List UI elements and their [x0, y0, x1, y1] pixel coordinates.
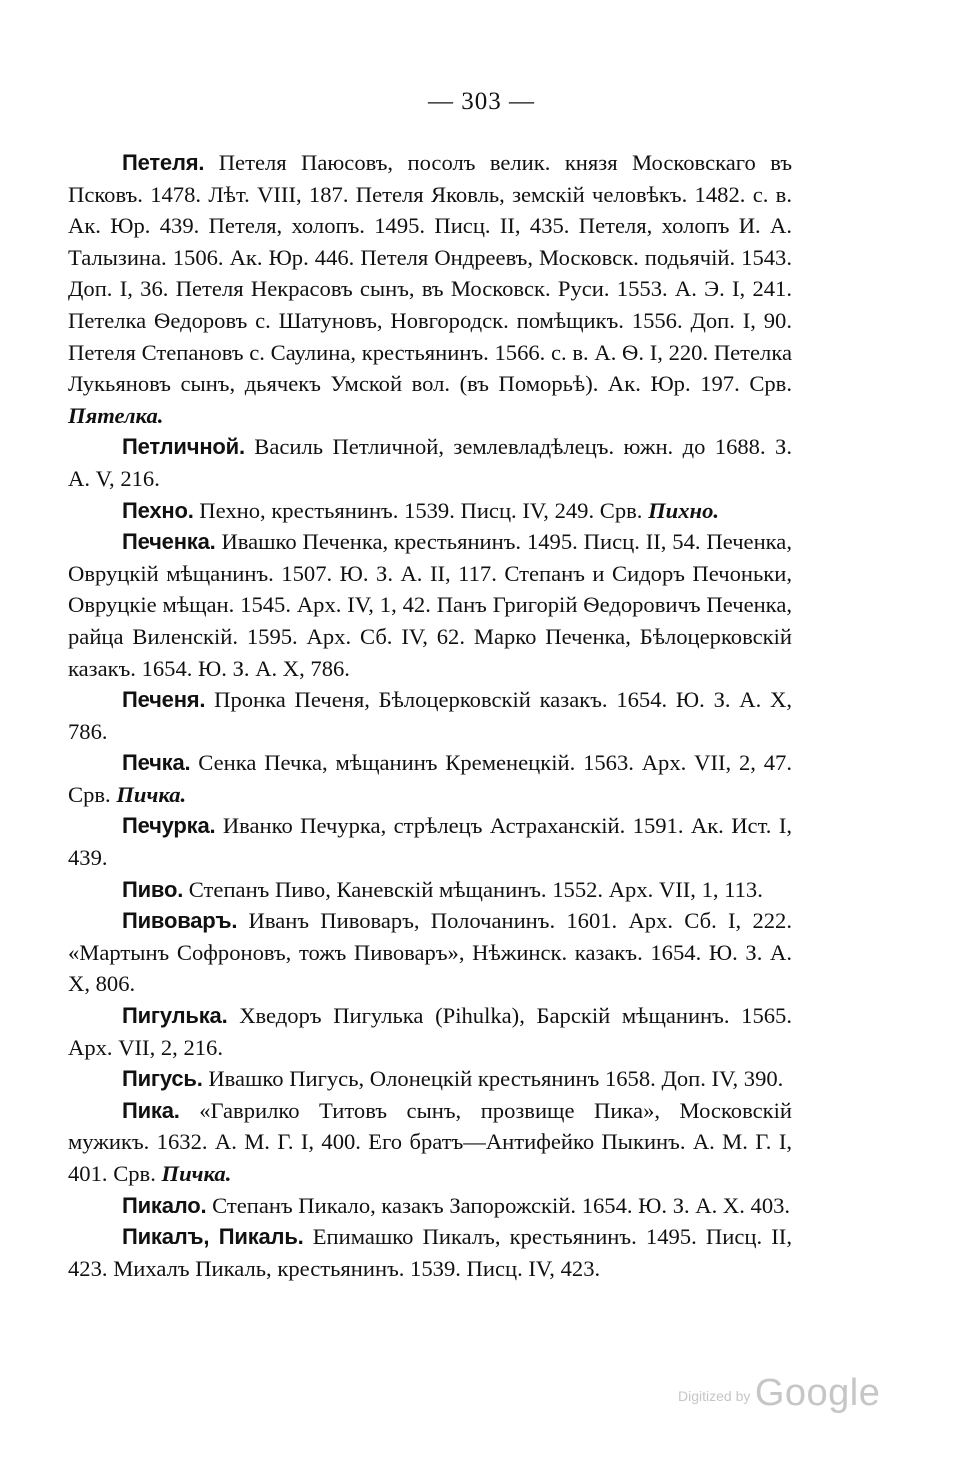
entry-text: Иванко Печурка, стрѣлецъ Астраханскій. 1591. Ак. Ист. I, 439.	[68, 813, 792, 871]
entry-text: «Гаврилко Титовъ сынъ, прозвище Пика», Московскій мужикъ. 1632. А. М. Г. I, 400. Его братъ—Антифейко Пыкинъ. А. М. Г. I, 401. Срв.	[68, 1097, 792, 1186]
entry-pekhno	[68, 495, 792, 527]
headword: Пикало.	[122, 1192, 207, 1218]
entry-pigulka	[68, 1000, 792, 1063]
entry-text: Василь Петличной, землевладѣлецъ. южн. до 1688. З. А. V, 216.	[68, 434, 792, 491]
entry-text: Ивашко Печенка, крестьянинъ. 1495. Писц. II, 54. Печенка, Овруцкій мѣщанинъ. 1507. Ю. З. А. II, 117. Степанъ и Сидоръ Печоньки, Овруцкіе мѣщан. 1545. Арх. IV, 1, 42. Панъ Григорій Ѳедоровичъ Печенка, райца Виленскій. 1595. Арх. Сб. IV, 62. Марко Печенка, Бѣлоцерковскій казакъ. 1654. Ю. З. А. X, 786.	[68, 529, 792, 681]
headword: Печеня.	[122, 687, 206, 713]
entry-pechenka	[68, 526, 792, 684]
entry-pechurka	[68, 810, 792, 873]
google-logo: Google	[754, 1372, 881, 1414]
entry-text: Сенка Печка, мѣщанинъ Кременецкій. 1563. Арх. VII, 2, 47. Срв.	[68, 750, 792, 807]
entry-text: Петеля Паюсовъ, посолъ велик. князя Московскаго въ Псковъ. 1478. Лѣт. VIII, 187. Петеля Яковль, земскій человѣкъ. 1482. с. в. Ак. Юр. 439. Петеля, холопъ. 1495. Писц. II, 435. Петеля, холопъ И. А. Талызина. 1506. Ак. Юр. 446. Петеля Ондреевъ, Московск. подьячій. 1543. Доп. I, 36. Петеля Некрасовъ сынъ, въ Московск. Руси. 1553. А. Э. I, 241. Петелка Ѳедоровъ с. Шатуновъ, Новгородск. помѣщикъ. 1556. Доп. I, 90. Петеля Степановъ с. Саулина, крестьянинъ. 1566. с. в. А. Ѳ. I, 220. Петелка Лукьяновъ сынъ, дьячекъ Умской вол. (въ Поморьѣ). Ак. Юр. 197. Срв.	[68, 150, 792, 397]
headword: Пикалъ, Пикаль.	[122, 1224, 304, 1250]
entry-pivo	[68, 874, 792, 906]
cross-reference: Пихно.	[648, 497, 720, 523]
entry-pechka	[68, 747, 792, 810]
entry-text: Степанъ Пикало, казакъ Запорожскій. 1654. Ю. З. А. X. 403.	[206, 1192, 791, 1218]
headword: Пехно.	[122, 497, 194, 523]
entry-text: Хведоръ Пигулька (Pihulka), Барскій мѣщанинъ. 1565. Арх. VII, 2, 216.	[68, 1003, 792, 1060]
cross-reference: Пичка.	[161, 1161, 232, 1186]
entry-pikal	[68, 1221, 792, 1284]
headword: Пивоваръ.	[122, 908, 238, 934]
headword: Пигулька.	[122, 1003, 228, 1029]
headword: Печка.	[122, 750, 191, 776]
page-number: — 303 —	[428, 88, 535, 115]
entry-text: Ивашко Пигусь, Олонецкій крестьянинъ 1658. Доп. IV, 390.	[202, 1066, 784, 1092]
cross-reference: Пятелка.	[68, 402, 164, 428]
entry-pivovar	[68, 905, 792, 1000]
headword: Пигусь.	[122, 1066, 203, 1092]
headword: Петеля.	[122, 150, 205, 175]
entry-petelya	[68, 147, 792, 431]
entry-text: Иванъ Пивоваръ, Полочанинъ. 1601. Арх. Сб. I, 222. «Мартынъ Софроновъ, тожъ Пивоваръ», Нѣжинск. казакъ. 1654. Ю. З. А. X, 806.	[68, 908, 792, 997]
digitized-by-google-watermark	[678, 1372, 880, 1415]
cross-reference: Пичка.	[116, 781, 187, 807]
entry-pikalo	[68, 1190, 792, 1222]
entry-pigus	[68, 1063, 792, 1095]
entry-text: Пехно, крестьянинъ. 1539. Писц. IV, 249. Срв.	[193, 497, 649, 523]
entry-text: Пронка Печеня, Бѣлоцерковскій казакъ. 1654. Ю. З. А. X, 786.	[68, 687, 792, 744]
headword: Пиво.	[122, 876, 184, 902]
entry-text: Степанъ Пиво, Каневскій мѣщанинъ. 1552. Арх. VII, 1, 113.	[183, 876, 763, 902]
entry-pechenya	[68, 684, 792, 747]
entry-text: Епимашко Пикалъ, крестьянинъ. 1495. Писц. II, 423. Михалъ Пикаль, крестьянинъ. 1539. Писц. IV, 423.	[68, 1224, 792, 1281]
dictionary-text	[68, 147, 792, 1284]
headword: Пика.	[122, 1097, 180, 1123]
watermark-prefix: Digitized by	[678, 1388, 751, 1404]
entry-petlichnoi	[68, 431, 792, 494]
headword: Петличной.	[122, 434, 245, 460]
headword: Печурка.	[122, 813, 216, 839]
headword: Печенка.	[122, 529, 216, 555]
entry-pika	[68, 1095, 792, 1190]
